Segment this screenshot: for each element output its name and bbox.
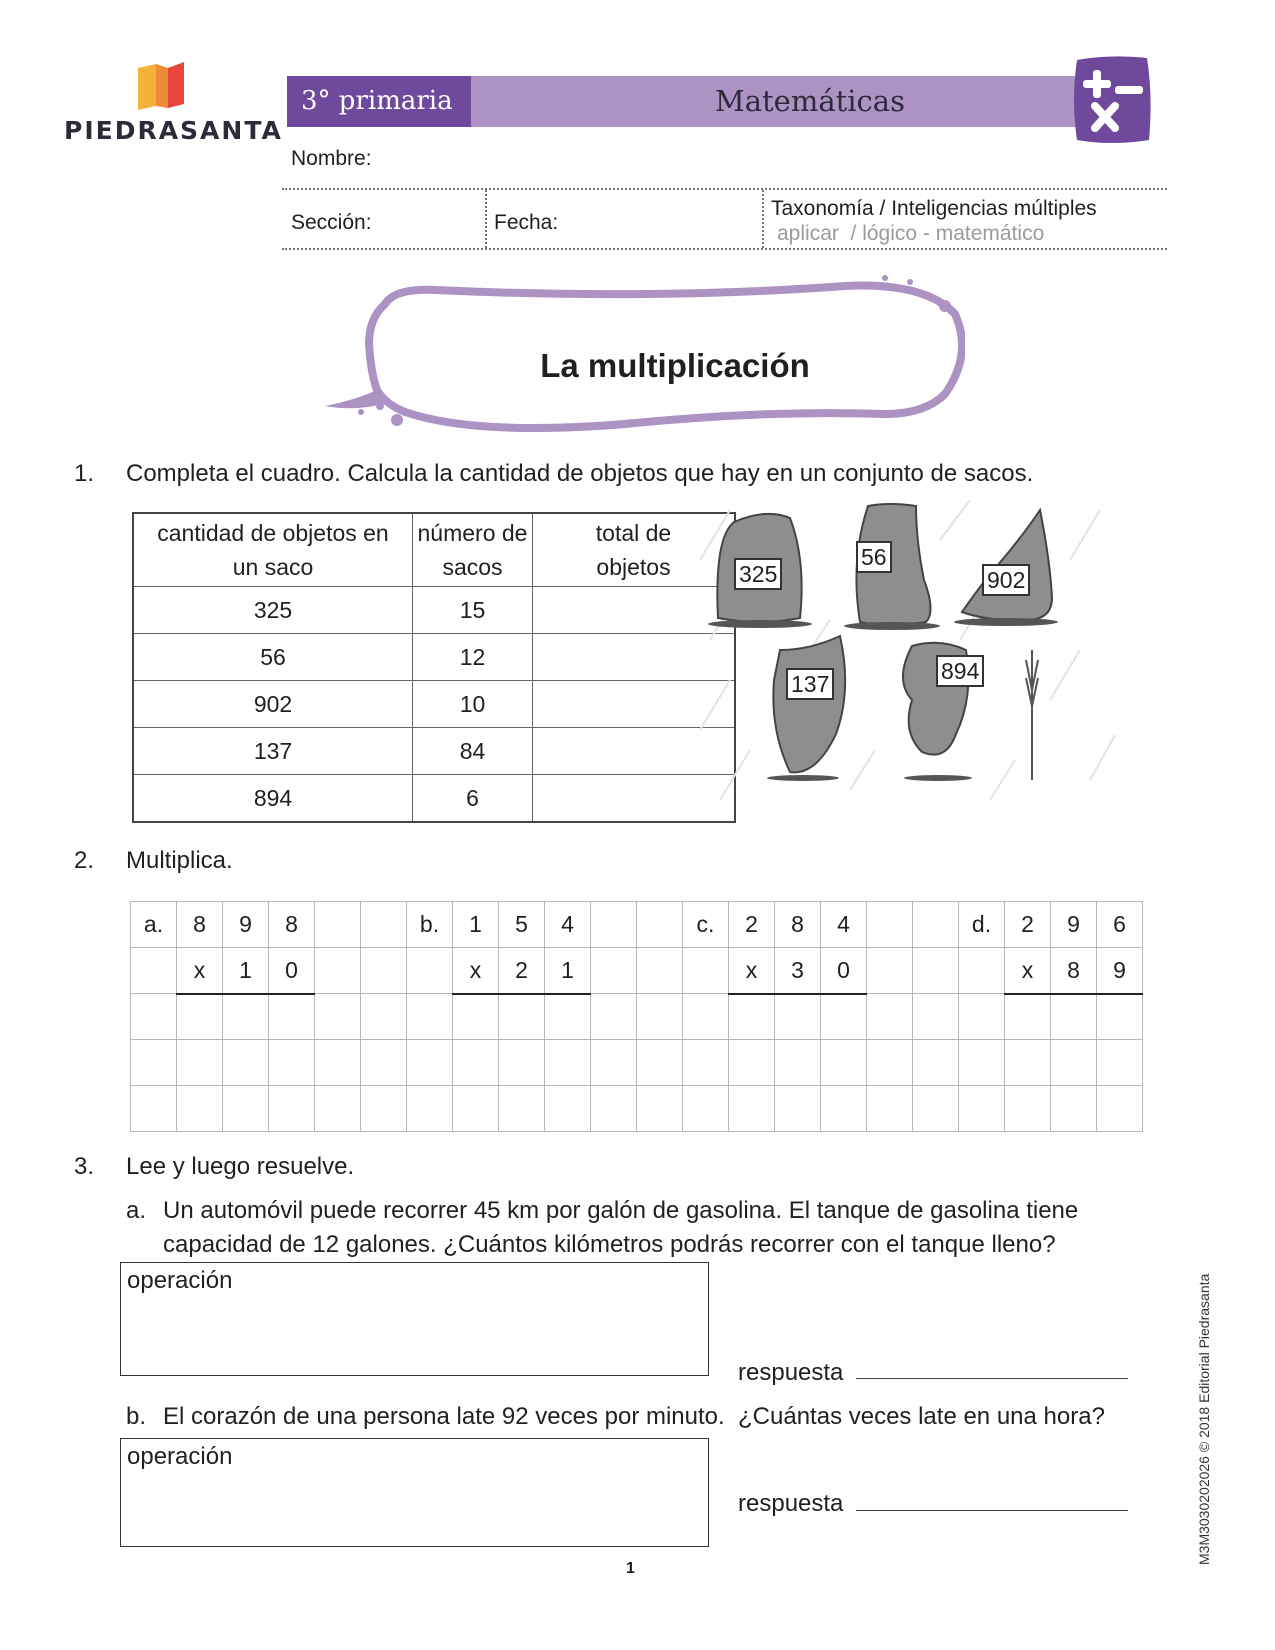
grid-cell[interactable]: [913, 902, 959, 948]
table-cell: 6: [413, 775, 533, 823]
grid-cell[interactable]: [1051, 1086, 1097, 1132]
grid-cell[interactable]: [177, 994, 223, 1040]
digit-cell: 8: [269, 902, 315, 948]
grid-cell[interactable]: [407, 948, 453, 994]
digit-cell: 0: [269, 948, 315, 994]
subject-title: Matemáticas: [715, 84, 905, 118]
grid-cell[interactable]: [315, 948, 361, 994]
seccion-label: Sección:: [291, 211, 372, 234]
grid-cell[interactable]: [591, 994, 637, 1040]
side-copyright: M3M3030202026 © 2018 Editorial Piedrasanta: [1196, 1273, 1212, 1565]
grid-cell[interactable]: [637, 1040, 683, 1086]
grid-cell[interactable]: [729, 994, 775, 1040]
brand-name: PIEDRASANTA: [64, 116, 283, 145]
table-cell: 894: [133, 775, 413, 823]
grid-cell[interactable]: [959, 948, 1005, 994]
digit-cell: 1: [545, 948, 591, 994]
grid-cell[interactable]: [223, 1040, 269, 1086]
grid-cell[interactable]: [775, 1040, 821, 1086]
grid-cell[interactable]: [131, 948, 177, 994]
grid-cell[interactable]: [1097, 1086, 1143, 1132]
grid-cell[interactable]: [177, 1040, 223, 1086]
grid-cell[interactable]: [499, 1086, 545, 1132]
grid-cell[interactable]: [591, 1040, 637, 1086]
page-title: La multiplicación: [540, 347, 810, 384]
grid-cell[interactable]: [407, 1040, 453, 1086]
digit-cell: x: [729, 948, 775, 994]
question-text: Multiplica.: [126, 847, 233, 874]
grid-cell[interactable]: [223, 994, 269, 1040]
subquestion-letter: a.: [126, 1197, 147, 1224]
divider: [282, 248, 1167, 250]
table-cell: 56: [133, 634, 413, 681]
grid-cell[interactable]: [223, 1086, 269, 1132]
logo: [64, 60, 283, 150]
grid-cell[interactable]: [591, 1086, 637, 1132]
grid-cell[interactable]: [867, 902, 913, 948]
sack-label: 56: [856, 541, 892, 573]
grid-cell[interactable]: [913, 1086, 959, 1132]
digit-cell: 4: [821, 902, 867, 948]
grid-cell[interactable]: [407, 994, 453, 1040]
operation-box[interactable]: [120, 1262, 709, 1376]
taxonomia-title: Taxonomía / Inteligencias múltiples: [771, 197, 1097, 220]
digit-cell: 9: [1051, 902, 1097, 948]
grid-cell[interactable]: [1051, 994, 1097, 1040]
sack-label: 137: [786, 668, 834, 700]
sack-label: 894: [936, 655, 984, 687]
grid-cell[interactable]: [453, 994, 499, 1040]
digit-cell: 8: [177, 902, 223, 948]
grid-cell[interactable]: [361, 1086, 407, 1132]
digit-cell: 1: [223, 948, 269, 994]
grid-cell[interactable]: [959, 1086, 1005, 1132]
operation-box[interactable]: [120, 1438, 709, 1547]
grid-cell[interactable]: [775, 994, 821, 1040]
grid-cell[interactable]: [545, 994, 591, 1040]
grid-cell[interactable]: [1051, 1040, 1097, 1086]
grid-cell[interactable]: [1005, 1040, 1051, 1086]
grid-cell[interactable]: [867, 1040, 913, 1086]
subquestion-text: capacidad de 12 galones. ¿Cuántos kilómetros podrás recorrer con el tanque lleno?: [163, 1231, 1056, 1258]
divider: [485, 190, 487, 248]
book-logo-icon: [64, 60, 264, 112]
table-row: [133, 775, 735, 823]
grid-cell[interactable]: [499, 994, 545, 1040]
table-row: [133, 681, 735, 728]
fecha-label: Fecha:: [494, 211, 559, 234]
column-header: total de objetos: [533, 513, 736, 587]
grid-cell[interactable]: [361, 902, 407, 948]
answer-line[interactable]: [856, 1510, 1128, 1511]
grid-cell[interactable]: [683, 994, 729, 1040]
digit-cell: 0: [821, 948, 867, 994]
grid-cell[interactable]: [131, 1086, 177, 1132]
digit-cell: 4: [545, 902, 591, 948]
table-cell: 12: [413, 634, 533, 681]
grid-empty-row: [131, 1040, 1143, 1086]
grid-cell[interactable]: [729, 1040, 775, 1086]
grid-cell[interactable]: [545, 1086, 591, 1132]
subquestion-text: El corazón de una persona late 92 veces por minuto. ¿Cuántas veces late en una hora?: [163, 1403, 1105, 1430]
grid-cell[interactable]: [683, 1086, 729, 1132]
table-row: [133, 587, 735, 634]
question-text: Lee y luego resuelve.: [126, 1153, 355, 1180]
grid-cell[interactable]: [361, 948, 407, 994]
digit-cell: 6: [1097, 902, 1143, 948]
grid-cell[interactable]: [959, 994, 1005, 1040]
digit-cell: 5: [499, 902, 545, 948]
answer-label: respuesta: [738, 1490, 844, 1517]
grid-cell[interactable]: [959, 1040, 1005, 1086]
grid-cell[interactable]: [867, 994, 913, 1040]
problem-letter: d.: [959, 902, 1005, 948]
table-row: [133, 634, 735, 681]
grid-cell[interactable]: [131, 1040, 177, 1086]
digit-cell: 8: [775, 902, 821, 948]
grid-cell[interactable]: [545, 1040, 591, 1086]
divider: [762, 190, 764, 248]
question-number: 2.: [74, 847, 95, 874]
answer-line[interactable]: [856, 1378, 1128, 1379]
multiplication-grid: [130, 901, 1143, 1132]
grid-cell[interactable]: [269, 1086, 315, 1132]
grid-cell[interactable]: [821, 1086, 867, 1132]
digit-cell: 1: [453, 902, 499, 948]
sack-label: 325: [734, 558, 782, 590]
digit-cell: x: [1005, 948, 1051, 994]
grid-cell[interactable]: [131, 994, 177, 1040]
grid-cell[interactable]: [269, 994, 315, 1040]
answer-label: respuesta: [738, 1359, 844, 1386]
sacks-illustration: [690, 500, 1120, 815]
grid-cell[interactable]: [361, 994, 407, 1040]
table-cell: 137: [133, 728, 413, 775]
grid-cell[interactable]: [315, 902, 361, 948]
grid-cell[interactable]: [821, 1040, 867, 1086]
grid-cell[interactable]: [913, 948, 959, 994]
problem-letter: b.: [407, 902, 453, 948]
grid-cell[interactable]: [637, 1086, 683, 1132]
grid-cell[interactable]: [913, 994, 959, 1040]
grid-cell[interactable]: [867, 948, 913, 994]
question-number: 3.: [74, 1153, 95, 1180]
digit-cell: 2: [499, 948, 545, 994]
grid-cell[interactable]: [683, 948, 729, 994]
grid-cell[interactable]: [453, 1040, 499, 1086]
digit-cell: x: [453, 948, 499, 994]
multiplication-table: [132, 512, 736, 823]
digit-cell: 2: [729, 902, 775, 948]
table-cell: 10: [413, 681, 533, 728]
grid-cell[interactable]: [315, 994, 361, 1040]
digit-cell: 8: [1051, 948, 1097, 994]
divider: [282, 188, 1167, 190]
grid-cell[interactable]: [729, 1086, 775, 1132]
subquestion-letter: b.: [126, 1403, 147, 1430]
page-number: 1: [626, 1560, 635, 1577]
question-number: 1.: [74, 460, 95, 487]
digit-cell: 9: [223, 902, 269, 948]
nombre-label: Nombre:: [291, 147, 372, 170]
grid-cell[interactable]: [821, 994, 867, 1040]
digit-cell: 9: [1097, 948, 1143, 994]
column-header: cantidad de objetos en un saco: [133, 513, 413, 587]
grid-cell[interactable]: [775, 1086, 821, 1132]
operation-label: operación: [127, 1443, 233, 1470]
grid-empty-row: [131, 1086, 1143, 1132]
table-cell: 15: [413, 587, 533, 634]
grid-cell[interactable]: [867, 1086, 913, 1132]
grid-cell[interactable]: [1097, 994, 1143, 1040]
problem-letter: c.: [683, 902, 729, 948]
grid-cell[interactable]: [177, 1086, 223, 1132]
digit-cell: x: [177, 948, 223, 994]
grid-cell[interactable]: [913, 1040, 959, 1086]
grid-empty-row: [131, 994, 1143, 1040]
grid-cell[interactable]: [637, 902, 683, 948]
grid-cell[interactable]: [269, 1040, 315, 1086]
grid-cell[interactable]: [1005, 994, 1051, 1040]
subquestion-text: Un automóvil puede recorrer 45 km por galón de gasolina. El tanque de gasolina tiene: [163, 1197, 1079, 1224]
grid-cell[interactable]: [315, 1086, 361, 1132]
grid-cell[interactable]: [591, 902, 637, 948]
math-operations-icon: [1071, 56, 1153, 144]
grid-cell[interactable]: [361, 1040, 407, 1086]
table-row: [133, 728, 735, 775]
operation-label: operación: [127, 1267, 233, 1294]
taxonomia-value: aplicar / lógico - matemático: [777, 222, 1045, 245]
table-cell: 325: [133, 587, 413, 634]
problem-letter: a.: [131, 902, 177, 948]
sack-label: 902: [982, 564, 1030, 596]
grid-cell[interactable]: [407, 1086, 453, 1132]
grid-cell[interactable]: [453, 1086, 499, 1132]
table-cell: 902: [133, 681, 413, 728]
grid-cell[interactable]: [1097, 1040, 1143, 1086]
digit-cell: 2: [1005, 902, 1051, 948]
grid-cell[interactable]: [499, 1040, 545, 1086]
table-cell: 84: [413, 728, 533, 775]
grid-cell[interactable]: [315, 1040, 361, 1086]
grid-cell[interactable]: [637, 948, 683, 994]
grade-label: 3° primaria: [287, 76, 471, 127]
column-header: número de sacos: [413, 513, 533, 587]
grid-cell[interactable]: [637, 994, 683, 1040]
grid-cell[interactable]: [683, 1040, 729, 1086]
grid-cell[interactable]: [1005, 1086, 1051, 1132]
question-text: Completa el cuadro. Calcula la cantidad de objetos que hay en un conjunto de sacos.: [126, 460, 1034, 487]
digit-cell: 3: [775, 948, 821, 994]
grid-cell[interactable]: [591, 948, 637, 994]
